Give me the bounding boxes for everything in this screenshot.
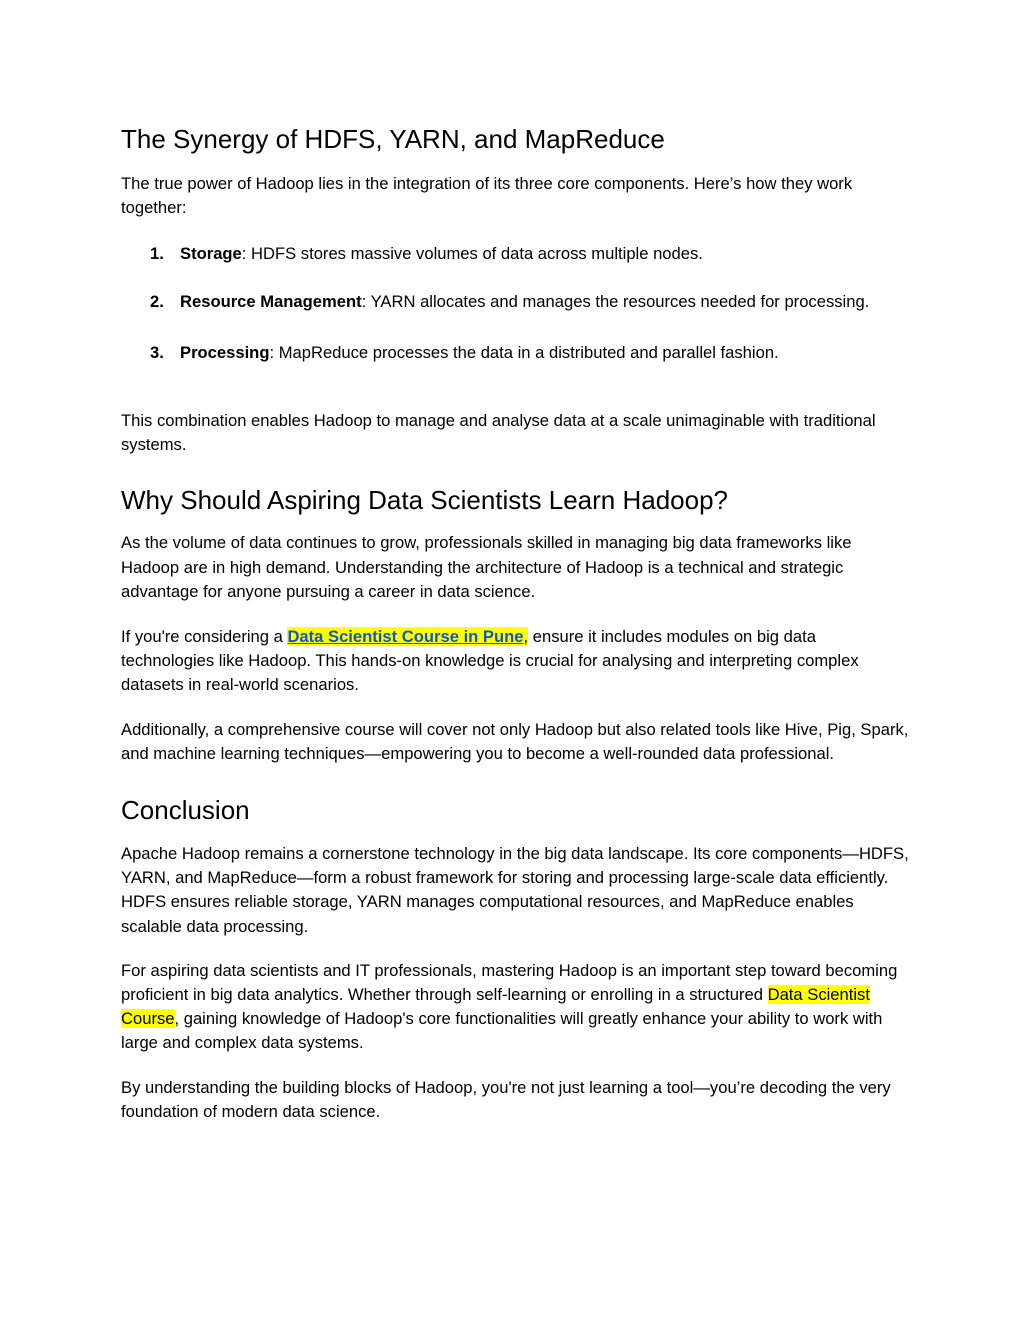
list-number: 2. [150,291,164,311]
list-number: 1. [150,244,164,264]
section-heading-why-learn-hadoop: Why Should Aspiring Data Scientists Learn Hadoop? [121,485,729,516]
section-heading-synergy: The Synergy of HDFS, YARN, and MapReduce [121,124,665,154]
text-segment: If you're considering a [121,627,288,647]
section-heading-conclusion: Conclusion [121,795,250,826]
list-term: Resource Management [180,291,362,311]
paragraph-combination: This combination enables Hadoop to manage and analyse data at a scale unimaginable with traditional systems. [121,411,876,455]
text-segment: , [523,627,529,647]
list-item-processing [121,341,911,365]
paragraph-intro: The true power of Hadoop lies in the integration of its three core components. Here’s how they work together: [121,174,853,218]
list-desc: : HDFS stores massive volumes of data across multiple nodes. [241,244,703,264]
course-in-pune-link[interactable]: Data Scientist Course in Pune [287,627,524,647]
list-desc: : YARN allocates and manages the resources needed for processing. [361,291,870,311]
list-term: Storage [180,244,242,264]
list-number: 3. [150,342,164,362]
paragraph-aspiring-scientists [121,959,911,1056]
text-segment: ensure it includes modules on big data technologies like Hadoop. This hands-on knowledge is crucial for analysing and interpreting complex datasets in real-world scenarios. [121,627,859,695]
paragraph-additionally: Additionally, a comprehensive course will cover not only Hadoop but also related tools like Hive, Pig, Spark, and machine learning techniques—empowering you to become a well-rounded data professional. [121,719,909,763]
paragraph-course-pune [121,625,911,698]
components-list [121,242,911,365]
paragraph-apache-hadoop: Apache Hadoop remains a cornerstone technology in the big data landscape. Its core components—HDFS, YARN, and MapReduce—form a robust framework for storing and processing large-scale data efficiently. HDFS ensures reliable storage, YARN manages computational resources, and MapReduce enables scalable data processing. [121,844,909,936]
document-page [121,114,911,1124]
highlighted-course-text: Data Scientist Course [121,985,870,1029]
text-segment: , gaining knowledge of Hadoop's core functionalities will greatly enhance your ability to work with large and complex data systems. [121,1009,883,1053]
list-item-resource-management [121,290,911,314]
highlighted-link-wrapper [287,627,528,646]
list-desc: : MapReduce processes the data in a distributed and parallel fashion. [269,342,779,362]
text-segment: For aspiring data scientists and IT professionals, mastering Hadoop is an important step toward becoming proficient in big data analytics. Whether through self-learning or enrolling in a structured [121,960,898,1005]
list-term: Processing [180,342,270,362]
paragraph-data-volume: As the volume of data continues to grow, professionals skilled in managing big data frameworks like Hadoop are in high demand. Understanding the architecture of Hadoop is a technical and strategic advantage for anyone pursuing a career in data science. [121,533,852,601]
list-item-storage [121,242,911,266]
paragraph-building-blocks: By understanding the building blocks of Hadoop, you're not just learning a tool—you’re decoding the very foundation of modern data science. [121,1077,891,1121]
